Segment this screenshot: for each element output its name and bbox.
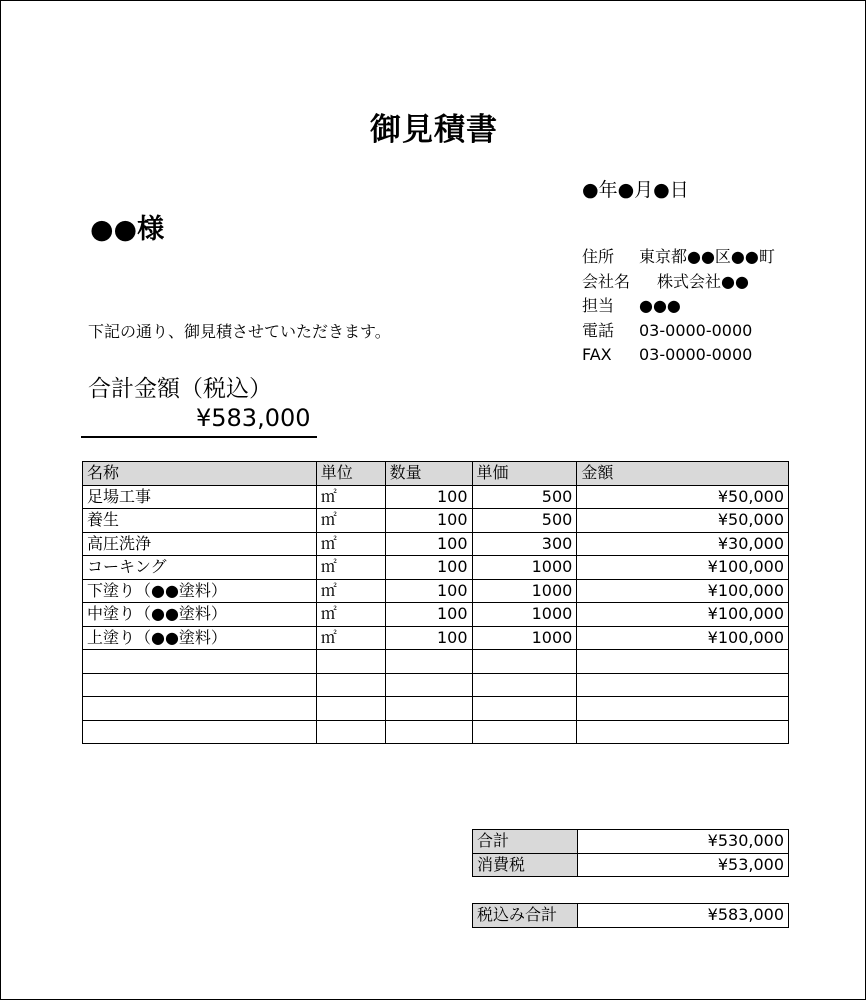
grand-total-table bbox=[472, 903, 789, 928]
item-name: 中塗り（●●塗料） bbox=[83, 603, 317, 627]
issuer-address-row bbox=[582, 245, 775, 270]
subtotal-value: ¥530,000 bbox=[578, 830, 789, 854]
table-row bbox=[83, 485, 789, 509]
item-unit: ㎡ bbox=[316, 556, 385, 580]
item-unit: ㎡ bbox=[316, 603, 385, 627]
grand-total-value: ¥583,000 bbox=[578, 904, 789, 928]
item-qty: 100 bbox=[385, 485, 472, 509]
item-name: 足場工事 bbox=[83, 485, 317, 509]
item-amount: ¥50,000 bbox=[577, 485, 789, 509]
grand-total-label: 税込み合計 bbox=[473, 904, 578, 928]
item-price: 500 bbox=[472, 509, 577, 533]
item-qty: 100 bbox=[385, 532, 472, 556]
grand-total-row bbox=[473, 904, 789, 928]
header-name: 名称 bbox=[83, 462, 317, 486]
items-table bbox=[82, 461, 789, 744]
item-price: 1000 bbox=[472, 603, 577, 627]
empty-row bbox=[83, 720, 789, 744]
fax-label: FAX bbox=[582, 345, 612, 364]
item-amount: ¥100,000 bbox=[577, 626, 789, 650]
address-value: 東京都●●区●●町 bbox=[639, 247, 775, 266]
issuer-info bbox=[582, 245, 775, 368]
phone-value: 03-0000-0000 bbox=[639, 320, 753, 340]
item-name: 高圧洗浄 bbox=[83, 532, 317, 556]
tax-label: 消費税 bbox=[473, 853, 578, 877]
item-amount: ¥100,000 bbox=[577, 556, 789, 580]
subtotal-label: 合計 bbox=[473, 830, 578, 854]
fax-value: 03-0000-0000 bbox=[639, 345, 753, 364]
issuer-fax-row bbox=[582, 343, 775, 368]
tax-value: ¥53,000 bbox=[578, 853, 789, 877]
item-qty: 100 bbox=[385, 626, 472, 650]
issue-date: ●年●月●日 bbox=[582, 179, 689, 201]
header-unit: 単位 bbox=[316, 462, 385, 486]
item-qty: 100 bbox=[385, 603, 472, 627]
item-amount: ¥30,000 bbox=[577, 532, 789, 556]
item-price: 500 bbox=[472, 485, 577, 509]
empty-row bbox=[83, 673, 789, 697]
document-title: 御見積書 bbox=[370, 112, 498, 148]
header-amount: 金額 bbox=[577, 462, 789, 486]
tax-row bbox=[473, 853, 789, 877]
table-row bbox=[83, 556, 789, 580]
item-amount: ¥50,000 bbox=[577, 509, 789, 533]
item-price: 1000 bbox=[472, 556, 577, 580]
table-row bbox=[83, 532, 789, 556]
person-label: 担当 bbox=[582, 296, 615, 315]
item-qty: 100 bbox=[385, 509, 472, 533]
item-price: 1000 bbox=[472, 579, 577, 603]
table-row bbox=[83, 626, 789, 650]
table-row bbox=[83, 603, 789, 627]
person-value: ●●● bbox=[639, 296, 681, 315]
item-unit: ㎡ bbox=[316, 532, 385, 556]
item-amount: ¥100,000 bbox=[577, 579, 789, 603]
issuer-phone-row bbox=[582, 319, 775, 344]
company-label: 会社名 bbox=[582, 271, 631, 291]
intro-text: 下記の通り、御見積させていただきます。 bbox=[88, 322, 391, 341]
item-unit: ㎡ bbox=[316, 626, 385, 650]
issuer-person-row bbox=[582, 294, 775, 319]
item-price: 300 bbox=[472, 532, 577, 556]
item-qty: 100 bbox=[385, 556, 472, 580]
total-underline bbox=[81, 436, 317, 438]
customer-name: ●●様 bbox=[90, 214, 165, 245]
issuer-company-row bbox=[582, 270, 775, 295]
total-label: 合計金額（税込） bbox=[88, 376, 272, 402]
table-row bbox=[83, 509, 789, 533]
item-price: 1000 bbox=[472, 626, 577, 650]
item-name: 下塗り（●●塗料） bbox=[83, 579, 317, 603]
item-name: コーキング bbox=[83, 556, 317, 580]
total-amount: ¥583,000 bbox=[196, 404, 311, 432]
header-price: 単価 bbox=[472, 462, 577, 486]
item-unit: ㎡ bbox=[316, 579, 385, 603]
empty-row bbox=[83, 650, 789, 674]
subtotal-row bbox=[473, 830, 789, 854]
table-row bbox=[83, 579, 789, 603]
header-qty: 数量 bbox=[385, 462, 472, 486]
subtotal-table bbox=[472, 829, 789, 877]
address-label: 住所 bbox=[582, 247, 615, 266]
item-name: 上塗り（●●塗料） bbox=[83, 626, 317, 650]
empty-row bbox=[83, 697, 789, 721]
item-unit: ㎡ bbox=[316, 485, 385, 509]
item-name: 養生 bbox=[83, 509, 317, 533]
item-unit: ㎡ bbox=[316, 509, 385, 533]
company-value: 株式会社●● bbox=[657, 271, 749, 291]
table-header-row bbox=[83, 462, 789, 486]
item-amount: ¥100,000 bbox=[577, 603, 789, 627]
item-qty: 100 bbox=[385, 579, 472, 603]
phone-label: 電話 bbox=[582, 320, 615, 340]
